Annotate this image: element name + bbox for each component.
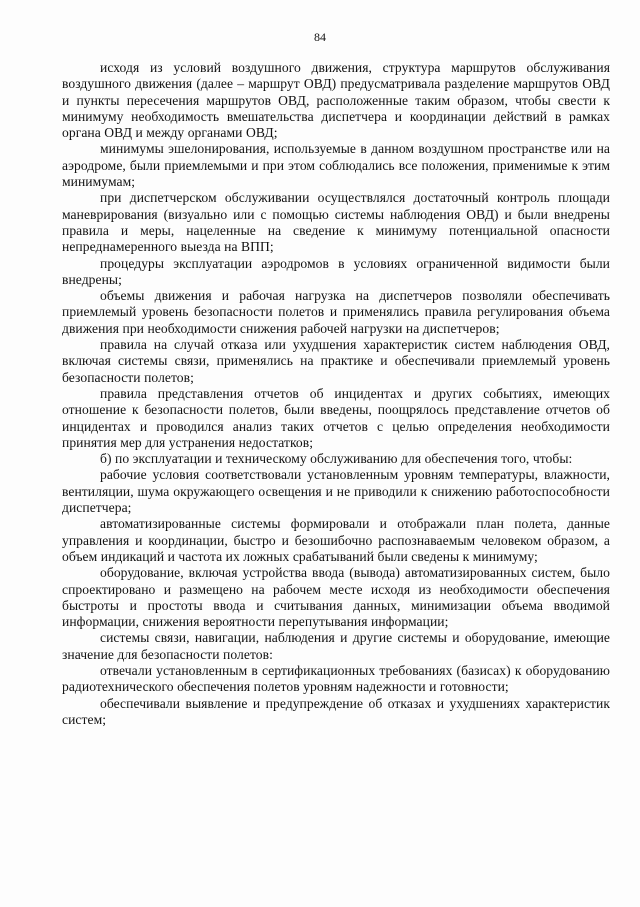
- paragraph-separation-minima: минимумы эшелонирования, используемые в данном воздушном пространстве или на аэродроме, были приемлемыми и при этом соблюдались все положения, применимые к этим минимумам;: [62, 141, 610, 190]
- paragraph-incident-reporting: правила представления отчетов об инцидентах и других событиях, имеющих отношение к безопасности полетов, были введены, поощрялось представление отчетов об инцидентах и проводился анализ таких отчетов с целью определения необходимости принятия мер для устранения недостатков;: [62, 385, 610, 450]
- paragraph-maneuvering-area-control: при диспетчерском обслуживании осуществлялся достаточный контроль площади маневрирования (визуально или с помощью системы наблюдения ОВД) и были внедрены правила и меры, нацеленные на сведение к минимуму потенциальной опасности непреднамеренного выезда на ВПП;: [62, 190, 610, 255]
- paragraph-surveillance-failure-rules: правила на случай отказа или ухудшения характеристик систем наблюдения ОВД, включая системы связи, применялись на практике и обеспечивали приемлемый уровень безопасности полетов;: [62, 337, 610, 385]
- page-number: 84: [314, 30, 326, 44]
- paragraph-cns-systems: системы связи, навигации, наблюдения и другие системы и оборудование, имеющие значение для безопасности полетов:: [62, 630, 610, 662]
- document-body: [62, 60, 610, 728]
- paragraph-low-visibility-procedures: процедуры эксплуатации аэродромов в условиях ограниченной видимости были внедрены;: [62, 255, 610, 287]
- paragraph-automated-systems: автоматизированные системы формировали и отображали план полета, данные управления и координации, быстро и безошибочно распознаваемым человеком образом, а объем индикаций и частота их ложных срабатываний были сведены к минимуму;: [62, 516, 610, 564]
- paragraph-certification-requirements: отвечали установленным в сертификационных требованиях (базисах) к оборудованию радиотехнического обеспечения полетов уровням надежности и готовности;: [62, 662, 610, 695]
- paragraph-atc-route-structure: исходя из условий воздушного движения, структура маршрутов обслуживания воздушного движения (далее – маршрут ОВД) предусматривала разделение маршрутов ОВД и пункты пересечения маршрутов ОВД, расположенные таким образом, чтобы свести к минимуму необходимость вмешательства диспетчера и координации действий в рамках органа ОВД и между органами ОВД;: [62, 60, 610, 141]
- paragraph-equipment-layout: оборудование, включая устройства ввода (вывода) автоматизированных систем, было спроектировано и размещено на рабочем месте исходя из необходимости обеспечения быстроты и простоты ввода и считывания данных, минимизации объема вводимой информации, снижения вероятности перепутывания информации;: [62, 565, 610, 630]
- paragraph-traffic-workload: объемы движения и рабочая нагрузка на диспетчеров позволяли обеспечивать приемлемый уровень безопасности полетов и применялись правила регулирования объема движения при необходимости снижения рабочей нагрузки на диспетчеров;: [62, 288, 610, 336]
- paragraph-operation-maintenance-heading: б) по эксплуатации и техническому обслуживанию для обеспечения того, чтобы:: [100, 451, 573, 467]
- paragraph-failure-detection: обеспечивали выявление и предупреждение об отказах и ухудшениях характеристик систем;: [62, 695, 610, 727]
- paragraph-working-conditions: рабочие условия соответствовали установленным уровням температуры, влажности, вентиляции, шума окружающего освещения и не приводили к снижению работоспособности диспетчера;: [62, 467, 610, 516]
